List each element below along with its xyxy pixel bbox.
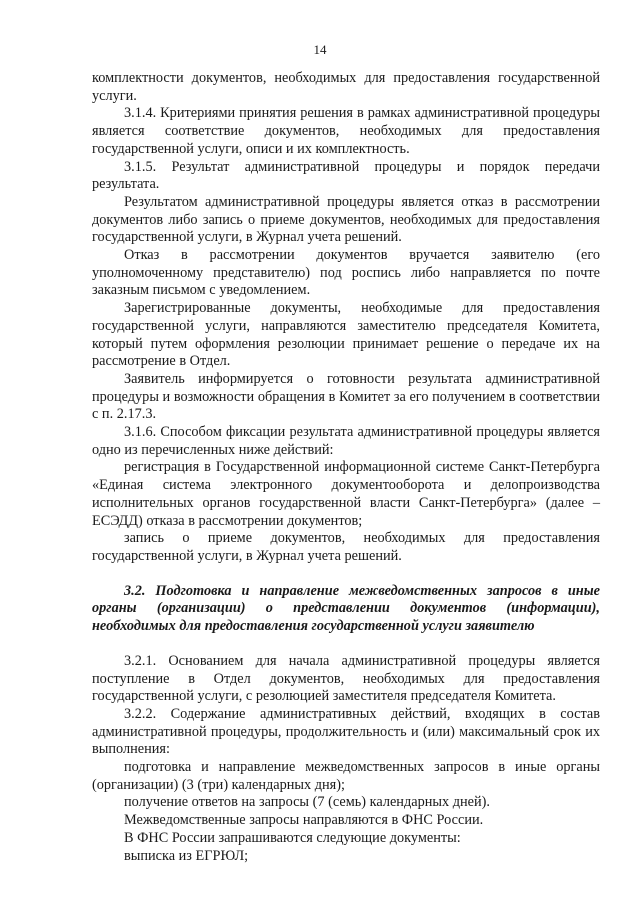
document-body [92,70,600,865]
paragraph: Зарегистрированные документы, необходимые для предоставления государственной услуги, направляются заместителю председателя Комитета, который путем оформления резолюции принимает решение о передаче их на рассмотрение в Отдел. [92,300,600,370]
paragraph: В ФНС России запрашиваются следующие документы: [124,829,461,846]
paragraph: 3.2.1. Основанием для начала административной процедуры является поступление в Отдел документов, необходимых для предоставления государственной услуги, с резолюцией заместителя председателя Комитета. [92,652,600,705]
paragraph: 3.1.5. Результат административной процедуры и порядок передачи результата. [92,158,600,193]
paragraph: Заявитель информируется о готовности результата административной процедуры и возможности обращения в Комитет за его получением в соответствии с п. 2.17.3. [92,370,600,423]
spacer [92,566,600,583]
paragraph: выписка из ЕГРЮЛ; [124,847,249,864]
paragraph: Отказ в рассмотрении документов вручается заявителю (его уполномоченному представителю) под роспись либо направляется по почте заказным письмом с уведомлением. [92,247,600,299]
paragraph: 3.1.6. Способом фиксации результата административной процедуры является одно из перечисленных ниже действий: [92,424,600,458]
paragraph: подготовка и направление межведомственных запросов в иные органы (организации) (3 (три) календарных дня); [92,759,600,793]
paragraph: Межведомственные запросы направляются в ФНС России. [124,812,484,829]
paragraph: комплектности документов, необходимых для предоставления государственной услуги. [92,70,600,104]
section-heading: 3.2. Подготовка и направление межведомственных запросов в иные органы (организации) о представлении документов (информации), необходимых для предоставления государственной услуги заявителю [92,582,600,635]
spacer [92,636,600,653]
paragraph: 3.2.2. Содержание административных действий, входящих в состав административной процедуры, продолжительность и (или) максимальный срок их выполнения: [92,705,600,758]
paragraph: получение ответов на запросы (7 (семь) календарных дней). [124,794,490,811]
page-number: 14 [313,42,327,57]
paragraph: 3.1.4. Критериями принятия решения в рамках административной процедуры является соответствие документов, необходимых для предоставления государственной услуги, описи и их комплектность. [92,105,600,157]
paragraph: запись о приеме документов, необходимых для предоставления государственной услуги, в Журнал учета решений. [92,530,600,564]
paragraph: регистрация в Государственной информационной системе Санкт-Петербурга «Единая система электронного документооборота и делопроизводства исполнительных органов государственной власти Санкт-Петербурга» (далее – ЕСЭДД) отказа в рассмотрении документов; [92,459,600,529]
paragraph: Результатом административной процедуры является отказ в рассмотрении документов либо запись о приеме документов, необходимых для предоставления государственной услуги, в Журнал учета решений. [92,193,600,246]
